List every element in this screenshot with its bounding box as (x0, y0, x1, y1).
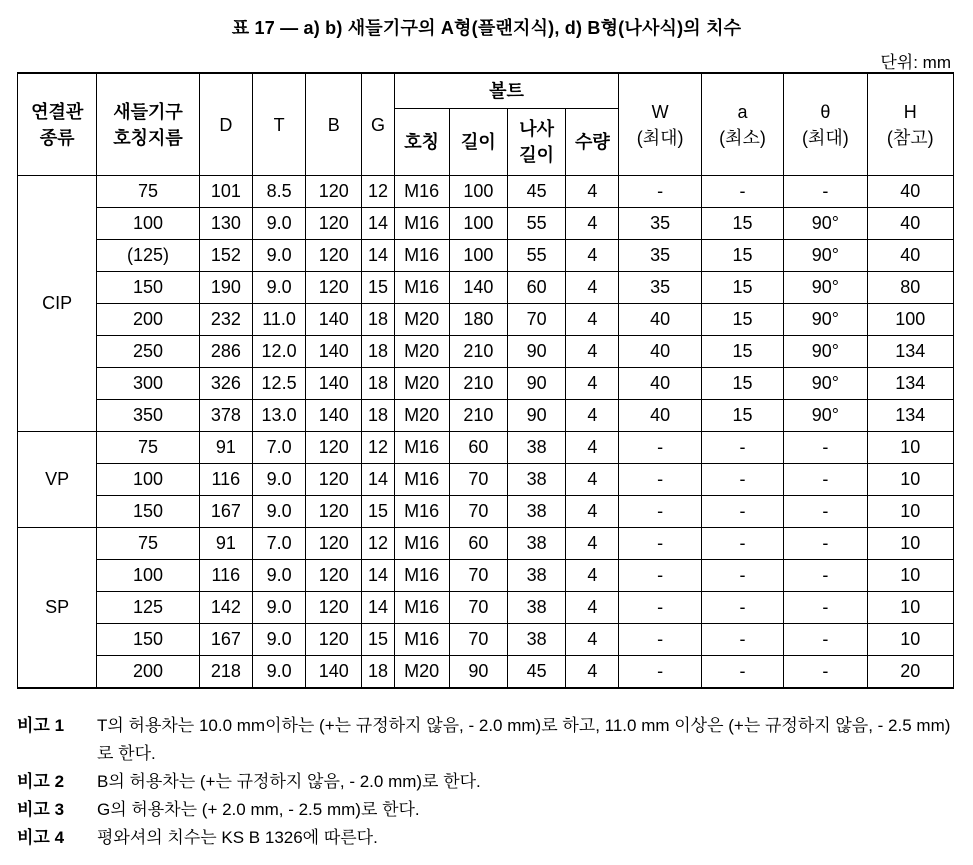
cell-bolt-count: 4 (566, 240, 619, 272)
cell-B: 120 (306, 464, 362, 496)
cell-bolt-length: 60 (449, 432, 507, 464)
header-type-line2: 종류 (39, 127, 75, 148)
cell-a: - (701, 464, 783, 496)
cell-W: 40 (619, 304, 701, 336)
cell-thread-length: 38 (508, 432, 566, 464)
cell-bolt-name: M16 (394, 528, 449, 560)
cell-B: 120 (306, 176, 362, 208)
cell-G: 12 (362, 528, 394, 560)
cell-thread-length: 90 (508, 400, 566, 432)
cell-T: 7.0 (252, 528, 305, 560)
cell-W: - (619, 496, 701, 528)
cell-G: 14 (362, 208, 394, 240)
cell-bolt-count: 4 (566, 176, 619, 208)
cell-W: 40 (619, 336, 701, 368)
note-label: 비고 3 (17, 800, 65, 819)
cell-bolt-name: M16 (394, 432, 449, 464)
cell-theta: - (784, 176, 867, 208)
cell-H: 40 (867, 176, 953, 208)
cell-G: 15 (362, 272, 394, 304)
cell-B: 120 (306, 560, 362, 592)
table-row (18, 208, 954, 240)
header-bolt-length: 길이 (449, 109, 507, 176)
cell-bolt-length: 70 (449, 624, 507, 656)
cell-a: - (701, 432, 783, 464)
cell-bolt-count: 4 (566, 368, 619, 400)
cell-D: 91 (199, 432, 252, 464)
cell-G: 18 (362, 336, 394, 368)
cell-D: 218 (199, 656, 252, 689)
header-type-line1: 연결관 (31, 101, 84, 122)
cell-bolt-count: 4 (566, 592, 619, 624)
cell-B: 120 (306, 432, 362, 464)
header-a-note: (최소) (719, 127, 766, 148)
cell-T: 13.0 (252, 400, 305, 432)
cell-theta: - (784, 624, 867, 656)
header-W (619, 73, 701, 176)
cell-W: - (619, 592, 701, 624)
cell-bolt-count: 4 (566, 560, 619, 592)
cell-thread-length: 38 (508, 624, 566, 656)
note-item (17, 796, 962, 824)
header-thread-line2: 길이 (519, 145, 554, 165)
cell-theta: - (784, 528, 867, 560)
cell-theta: - (784, 496, 867, 528)
cell-bolt-name: M16 (394, 208, 449, 240)
cell-theta: 90° (784, 400, 867, 432)
header-H (867, 73, 953, 176)
cell-W: - (619, 528, 701, 560)
cell-bolt-length: 210 (449, 368, 507, 400)
cell-nominal: 150 (97, 496, 199, 528)
cell-thread-length: 38 (508, 496, 566, 528)
cell-bolt-length: 70 (449, 496, 507, 528)
cell-B: 120 (306, 208, 362, 240)
cell-thread-length: 90 (508, 368, 566, 400)
cell-T: 9.0 (252, 272, 305, 304)
header-W-symbol: W (651, 101, 669, 122)
cell-W: - (619, 432, 701, 464)
cell-nominal: 250 (97, 336, 199, 368)
cell-theta: - (784, 464, 867, 496)
cell-type: VP (18, 432, 97, 528)
cell-G: 14 (362, 240, 394, 272)
cell-W: - (619, 656, 701, 689)
header-T: T (252, 73, 305, 176)
dimension-table (17, 72, 954, 689)
cell-theta: - (784, 656, 867, 689)
cell-bolt-name: M16 (394, 560, 449, 592)
cell-H: 10 (867, 496, 953, 528)
cell-theta: 90° (784, 272, 867, 304)
cell-theta: 90° (784, 208, 867, 240)
table-row (18, 624, 954, 656)
cell-nominal: 350 (97, 400, 199, 432)
cell-thread-length: 38 (508, 528, 566, 560)
header-bolt: 볼트 (394, 73, 619, 109)
cell-D: 326 (199, 368, 252, 400)
cell-G: 18 (362, 304, 394, 336)
cell-a: - (701, 592, 783, 624)
cell-nominal: 300 (97, 368, 199, 400)
cell-bolt-length: 100 (449, 240, 507, 272)
cell-thread-length: 60 (508, 272, 566, 304)
note-label: 비고 4 (17, 828, 65, 847)
cell-H: 40 (867, 208, 953, 240)
header-theta (784, 73, 867, 176)
cell-bolt-name: M20 (394, 336, 449, 368)
cell-T: 9.0 (252, 592, 305, 624)
cell-nominal: 150 (97, 624, 199, 656)
header-nominal-line1: 새들기구 (113, 101, 183, 122)
cell-theta: - (784, 592, 867, 624)
cell-bolt-name: M16 (394, 272, 449, 304)
cell-D: 130 (199, 208, 252, 240)
cell-nominal: 150 (97, 272, 199, 304)
cell-G: 12 (362, 432, 394, 464)
cell-bolt-count: 4 (566, 432, 619, 464)
cell-bolt-count: 4 (566, 336, 619, 368)
cell-D: 378 (199, 400, 252, 432)
cell-G: 14 (362, 560, 394, 592)
cell-bolt-length: 140 (449, 272, 507, 304)
note-text: 평와셔의 치수는 KS B 1326에 따른다. (97, 828, 378, 847)
cell-W: - (619, 624, 701, 656)
cell-B: 140 (306, 304, 362, 336)
cell-nominal: 125 (97, 592, 199, 624)
cell-D: 116 (199, 560, 252, 592)
cell-thread-length: 38 (508, 592, 566, 624)
cell-bolt-length: 100 (449, 176, 507, 208)
table-title: 표 17 — a) b) 새들기구의 A형(플랜지식), d) B형(나사식)의 치수 (231, 18, 742, 38)
cell-T: 9.0 (252, 496, 305, 528)
cell-bolt-name: M20 (394, 656, 449, 689)
cell-T: 9.0 (252, 560, 305, 592)
cell-thread-length: 38 (508, 560, 566, 592)
header-W-note: (최대) (636, 127, 684, 148)
cell-a: 15 (701, 208, 783, 240)
cell-bolt-name: M16 (394, 496, 449, 528)
cell-G: 12 (362, 176, 394, 208)
cell-a: - (701, 496, 783, 528)
cell-a: 15 (701, 400, 783, 432)
cell-a: - (701, 624, 783, 656)
cell-W: 35 (619, 240, 701, 272)
notes (17, 712, 962, 852)
cell-bolt-name: M16 (394, 624, 449, 656)
cell-B: 140 (306, 400, 362, 432)
cell-bolt-length: 90 (449, 656, 507, 689)
cell-bolt-name: M20 (394, 304, 449, 336)
unit-label: 단위: mm (880, 53, 951, 72)
cell-bolt-count: 4 (566, 400, 619, 432)
header-bolt-thread-length (508, 109, 566, 176)
cell-bolt-length: 70 (449, 560, 507, 592)
cell-G: 15 (362, 496, 394, 528)
header-D: D (199, 73, 252, 176)
cell-D: 286 (199, 336, 252, 368)
cell-H: 10 (867, 432, 953, 464)
cell-thread-length: 38 (508, 464, 566, 496)
cell-B: 120 (306, 240, 362, 272)
cell-W: - (619, 560, 701, 592)
cell-T: 8.5 (252, 176, 305, 208)
table-row (18, 272, 954, 304)
header-a (701, 73, 783, 176)
cell-W: 40 (619, 368, 701, 400)
cell-nominal: 200 (97, 656, 199, 689)
cell-H: 134 (867, 368, 953, 400)
cell-H: 10 (867, 624, 953, 656)
cell-H: 134 (867, 336, 953, 368)
header-a-symbol: a (737, 101, 748, 122)
cell-bolt-length: 70 (449, 464, 507, 496)
header-theta-note: (최대) (801, 127, 849, 148)
cell-theta: 90° (784, 240, 867, 272)
cell-nominal: 100 (97, 208, 199, 240)
cell-nominal: (125) (97, 240, 199, 272)
table-header (18, 73, 954, 176)
header-thread-line1: 나사 (519, 119, 554, 139)
cell-B: 140 (306, 656, 362, 689)
cell-nominal: 75 (97, 432, 199, 464)
cell-T: 12.0 (252, 336, 305, 368)
cell-bolt-count: 4 (566, 624, 619, 656)
cell-bolt-count: 4 (566, 656, 619, 689)
cell-H: 10 (867, 592, 953, 624)
cell-a: 15 (701, 240, 783, 272)
cell-a: - (701, 656, 783, 689)
cell-a: 15 (701, 272, 783, 304)
cell-bolt-count: 4 (566, 272, 619, 304)
cell-bolt-length: 100 (449, 208, 507, 240)
cell-a: 15 (701, 336, 783, 368)
cell-bolt-count: 4 (566, 208, 619, 240)
cell-thread-length: 45 (508, 176, 566, 208)
note-item (17, 824, 962, 852)
cell-bolt-name: M16 (394, 176, 449, 208)
cell-bolt-length: 210 (449, 400, 507, 432)
header-nominal-line2: 호칭지름 (113, 127, 183, 148)
note-text: T의 허용차는 10.0 mm이하는 (+는 규정하지 않음, - 2.0 mm)로 하고, 11.0 mm 이상은 (+는 규정하지 않음, - 2.5 mm)로 한다. (97, 716, 951, 763)
cell-G: 14 (362, 592, 394, 624)
table-row (18, 560, 954, 592)
cell-T: 9.0 (252, 208, 305, 240)
cell-bolt-name: M20 (394, 400, 449, 432)
cell-T: 9.0 (252, 240, 305, 272)
header-theta-symbol: θ (820, 101, 831, 122)
cell-B: 120 (306, 272, 362, 304)
table-row (18, 592, 954, 624)
cell-bolt-name: M16 (394, 464, 449, 496)
cell-theta: - (784, 432, 867, 464)
cell-bolt-length: 60 (449, 528, 507, 560)
cell-bolt-name: M16 (394, 240, 449, 272)
cell-H: 80 (867, 272, 953, 304)
cell-type: SP (18, 528, 97, 689)
cell-H: 10 (867, 560, 953, 592)
cell-W: - (619, 464, 701, 496)
note-text: G의 허용차는 (+ 2.0 mm, - 2.5 mm)로 한다. (97, 800, 420, 819)
table-row (18, 176, 954, 208)
cell-nominal: 75 (97, 176, 199, 208)
cell-W: - (619, 176, 701, 208)
cell-D: 152 (199, 240, 252, 272)
cell-G: 15 (362, 624, 394, 656)
cell-G: 18 (362, 400, 394, 432)
cell-theta: - (784, 560, 867, 592)
cell-bolt-length: 70 (449, 592, 507, 624)
cell-D: 167 (199, 496, 252, 528)
cell-B: 120 (306, 592, 362, 624)
header-G: G (362, 73, 394, 176)
cell-T: 9.0 (252, 464, 305, 496)
note-item (17, 768, 962, 796)
table-row (18, 464, 954, 496)
cell-nominal: 75 (97, 528, 199, 560)
cell-T: 9.0 (252, 656, 305, 689)
cell-W: 35 (619, 208, 701, 240)
cell-G: 14 (362, 464, 394, 496)
header-bolt-count: 수량 (566, 109, 619, 176)
cell-thread-length: 90 (508, 336, 566, 368)
cell-nominal: 200 (97, 304, 199, 336)
cell-a: - (701, 176, 783, 208)
table-row (18, 368, 954, 400)
cell-B: 120 (306, 624, 362, 656)
table-row (18, 432, 954, 464)
cell-H: 134 (867, 400, 953, 432)
header-H-symbol: H (903, 101, 917, 122)
cell-thread-length: 45 (508, 656, 566, 689)
cell-T: 12.5 (252, 368, 305, 400)
cell-thread-length: 55 (508, 240, 566, 272)
cell-bolt-name: M20 (394, 368, 449, 400)
cell-T: 7.0 (252, 432, 305, 464)
cell-G: 18 (362, 656, 394, 689)
cell-H: 10 (867, 464, 953, 496)
cell-bolt-count: 4 (566, 496, 619, 528)
note-item (17, 712, 962, 768)
cell-B: 140 (306, 368, 362, 400)
cell-theta: 90° (784, 368, 867, 400)
cell-B: 120 (306, 528, 362, 560)
cell-theta: 90° (784, 336, 867, 368)
table-row (18, 656, 954, 689)
cell-T: 9.0 (252, 624, 305, 656)
cell-type: CIP (18, 176, 97, 432)
header-H-note: (참고) (886, 127, 934, 148)
cell-G: 18 (362, 368, 394, 400)
cell-W: 40 (619, 400, 701, 432)
cell-bolt-count: 4 (566, 528, 619, 560)
header-B: B (306, 73, 362, 176)
cell-D: 167 (199, 624, 252, 656)
cell-H: 100 (867, 304, 953, 336)
cell-D: 190 (199, 272, 252, 304)
cell-D: 142 (199, 592, 252, 624)
table-row (18, 240, 954, 272)
cell-bolt-length: 210 (449, 336, 507, 368)
table-row (18, 400, 954, 432)
table-body (18, 176, 954, 689)
cell-a: - (701, 560, 783, 592)
cell-H: 10 (867, 528, 953, 560)
cell-a: 15 (701, 304, 783, 336)
cell-bolt-count: 4 (566, 464, 619, 496)
cell-nominal: 100 (97, 560, 199, 592)
header-bolt-name: 호칭 (394, 109, 449, 176)
cell-a: 15 (701, 368, 783, 400)
cell-D: 101 (199, 176, 252, 208)
cell-D: 116 (199, 464, 252, 496)
cell-D: 232 (199, 304, 252, 336)
cell-bolt-name: M16 (394, 592, 449, 624)
note-text: B의 허용차는 (+는 규정하지 않음, - 2.0 mm)로 한다. (97, 772, 481, 791)
table-row (18, 528, 954, 560)
cell-thread-length: 70 (508, 304, 566, 336)
table-row (18, 336, 954, 368)
cell-nominal: 100 (97, 464, 199, 496)
cell-H: 40 (867, 240, 953, 272)
cell-H: 20 (867, 656, 953, 689)
note-label: 비고 2 (17, 772, 65, 791)
cell-theta: 90° (784, 304, 867, 336)
cell-bolt-length: 180 (449, 304, 507, 336)
cell-T: 11.0 (252, 304, 305, 336)
cell-bolt-count: 4 (566, 304, 619, 336)
table-row (18, 496, 954, 528)
cell-thread-length: 55 (508, 208, 566, 240)
table-row (18, 304, 954, 336)
header-type (18, 73, 97, 176)
cell-B: 140 (306, 336, 362, 368)
note-label: 비고 1 (17, 716, 65, 735)
cell-W: 35 (619, 272, 701, 304)
cell-a: - (701, 528, 783, 560)
cell-B: 120 (306, 496, 362, 528)
header-nominal (97, 73, 199, 176)
cell-D: 91 (199, 528, 252, 560)
